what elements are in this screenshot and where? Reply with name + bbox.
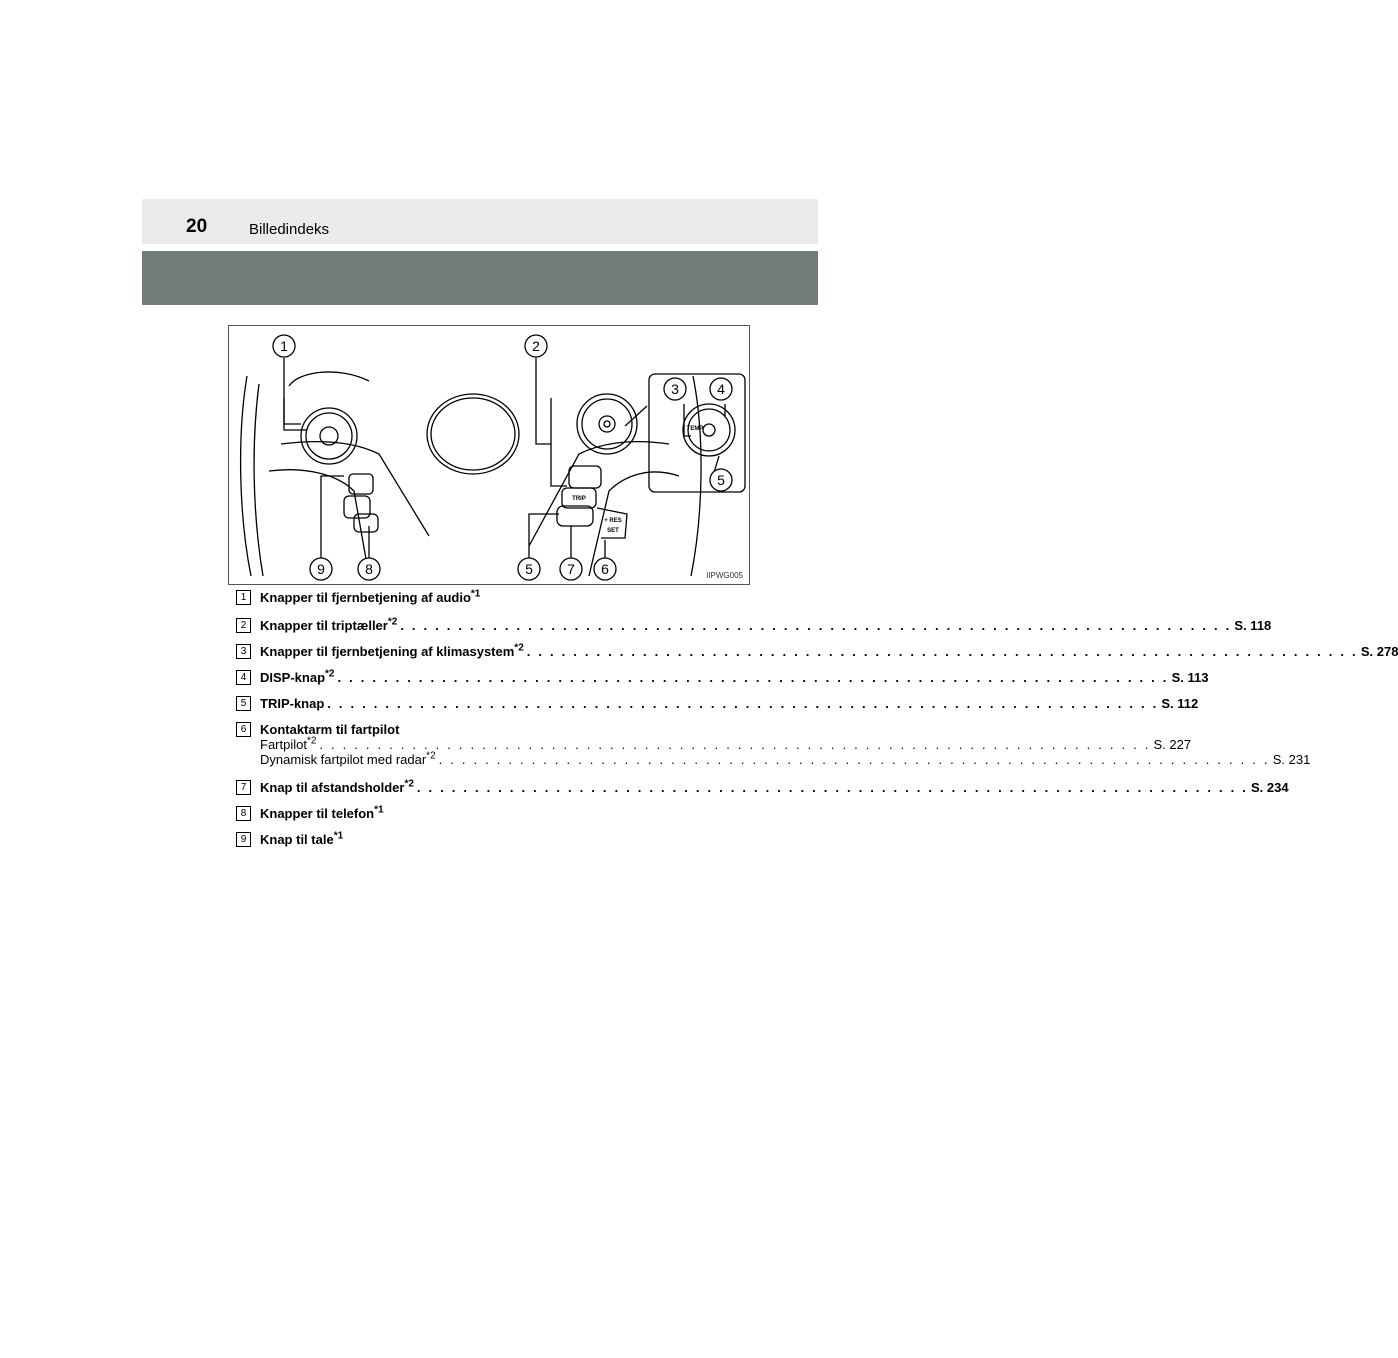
item-label: Knapper til telefon [260,806,375,821]
footnote-mark: *2 [387,616,398,628]
item-label: TRIP-knap [260,696,325,711]
item-label-line [260,696,1199,711]
list-item [236,668,1209,696]
page-reference: S. 113 [1171,670,1209,685]
header-bar [142,199,818,244]
leader-dots: . . . . . . . . . . . . . . . . . . . . . . . . . . . . . . . . . . . . . . . . . . . . . . . . . . . . . . . . . . . . . . . . . . . . . . . . [327,696,1159,711]
item-number: 3 [236,644,251,659]
callout-3: 3 [671,381,679,397]
item-label-line [260,778,1289,795]
title-band [142,251,818,305]
item-label: DISP-knap [260,670,326,685]
item-number: 4 [236,670,251,685]
list-item [236,722,1311,780]
trip-button-label: TRIP [572,496,586,502]
item-number: 8 [236,806,251,821]
item-label: Knapper til fjernbetjening af klimasystem [260,644,515,659]
section-title: Billedindeks [249,221,330,238]
footnote-mark: *2 [404,778,414,790]
page-reference: S. 118 [1234,618,1272,633]
footnote-mark: *1 [333,830,344,842]
leader-dots: . . . . . . . . . . . . . . . . . . . . . . . . . . . . . . . . . . . . . . . . . . . . . . . . . . . . . . . . . . . . . . . . . . . . . . . . [416,780,1249,795]
item-label-line [260,642,1398,659]
list-item [236,616,1272,644]
callout-8: 8 [365,561,373,577]
list-item [236,642,1398,670]
res-label: + RES [604,518,622,524]
item-label: Knap til afstandsholder [260,780,405,795]
item-number: 9 [236,832,251,847]
leader-dots: . . . . . . . . . . . . . . . . . . . . . . . . . . . . . . . . . . . . . . . . . . . . . . . . . . . . . . . . . . . . . . . . . . . . . . . . [438,752,1270,767]
footnote-mark: *1 [470,588,481,600]
callout-5: 5 [525,561,533,577]
sub-item-label: Fartpilot [260,737,307,752]
item-number: 6 [236,722,251,737]
footnote-mark: *2 [426,750,436,762]
leader-dots: . . . . . . . . . . . . . . . . . . . . . . . . . . . . . . . . . . . . . . . . . . . . . . . . . . . . . . . . . . . . . . . . . . . . . . . . [337,670,1169,685]
item-label-line [260,722,726,737]
page-reference: S. 234 [1251,780,1289,795]
sub-item-line [260,750,1311,767]
footnote-mark: *1 [374,804,384,816]
item-label-line [260,590,726,605]
item-label: Knapper til triptæller [260,618,388,633]
item-label-line [260,832,726,847]
leader-dots: . . . . . . . . . . . . . . . . . . . . . . . . . . . . . . . . . . . . . . . . . . . . . . . . . . . . . . . . . . . . . . . . . . . . . . . . [400,618,1232,633]
page-reference: S. 278 [1360,644,1398,659]
item-number: 1 [236,590,251,605]
item-number: 2 [236,618,251,633]
list-item [236,778,1289,806]
leader-dots: . . . . . . . . . . . . . . . . . . . . . . . . . . . . . . . . . . . . . . . . . . . . . . . . . . . . . . . . . . . . . . . . . . . . . . . . [526,644,1358,659]
leader-dots: . . . . . . . . . . . . . . . . . . . . . . . . . . . . . . . . . . . . . . . . . . . . . . . . . . . . . . . . . . . . . . . . . . . . . . . . [319,737,1151,752]
figure-id: IIPWG005 [706,571,743,580]
page-number: 20 [186,216,208,237]
list-item [236,832,726,858]
item-number: 7 [236,780,251,795]
footnote-mark: *2 [514,642,524,654]
item-label-line [260,668,1209,685]
sub-item-label: Dynamisk fartpilot med radar [260,752,427,767]
page-reference: S. 227 [1153,737,1192,752]
callout-4: 4 [717,381,725,397]
footnote-mark: *2 [306,735,317,747]
list-item [236,696,1199,722]
callout-9: 9 [317,561,325,577]
temp-label: TEMP [686,426,704,432]
item-label-line [260,806,726,821]
callout-5-inset: 5 [717,472,725,488]
set-label: SET [607,528,619,534]
steering-wheel-figure [228,325,750,585]
list-item [236,590,726,618]
page-reference: S. 112 [1161,696,1199,711]
footnote-mark: *2 [325,668,335,680]
item-label-line [260,616,1272,633]
sub-item-line [260,735,1192,752]
steering-wheel-illustration [229,326,749,584]
callout-6: 6 [601,561,609,577]
item-label: Knap til tale [260,832,334,847]
item-label: Kontaktarm til fartpilot [260,722,400,737]
callout-1: 1 [280,338,288,354]
item-label: Knapper til fjernbetjening af audio [260,590,471,605]
callout-2: 2 [532,338,540,354]
item-list [236,588,1398,858]
callout-7: 7 [567,561,575,577]
page-reference: S. 231 [1272,752,1311,767]
item-number: 5 [236,696,251,711]
list-item [236,806,726,832]
